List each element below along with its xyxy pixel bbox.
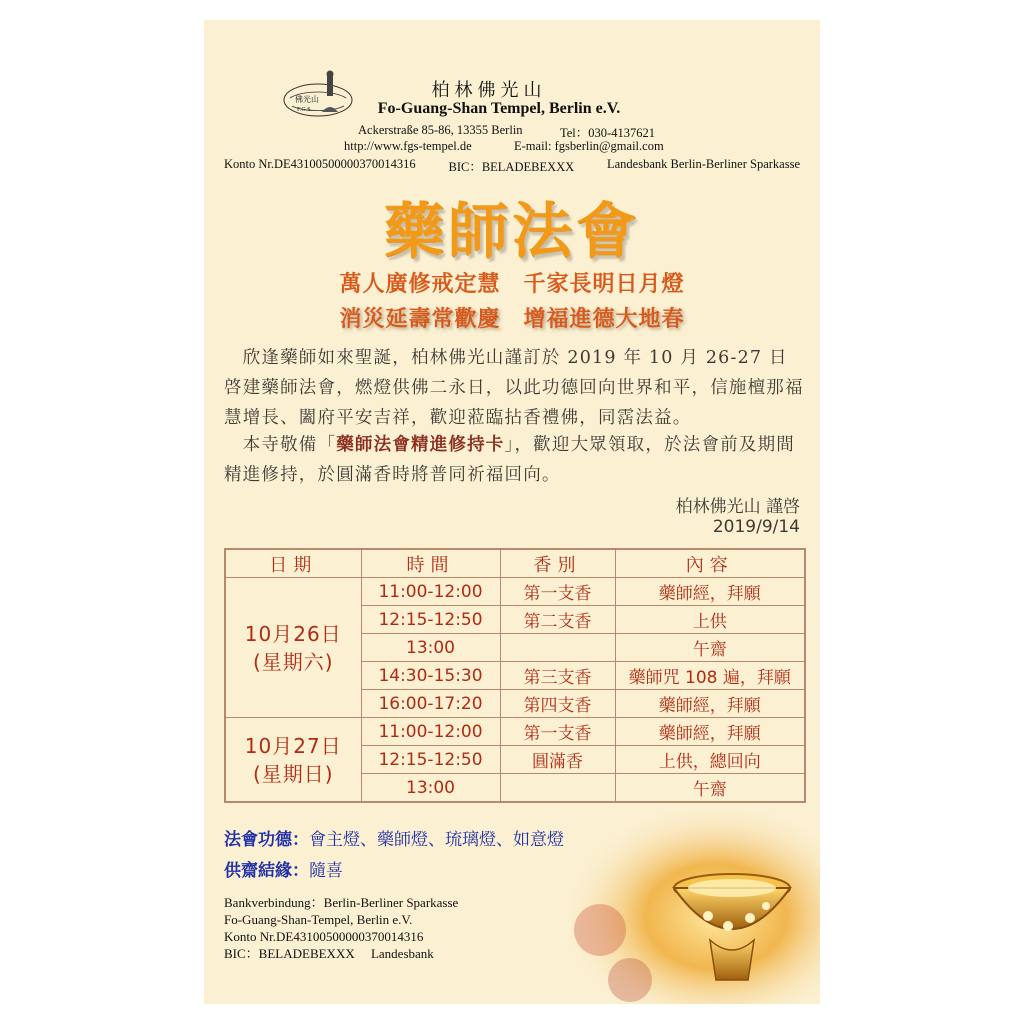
email: E-mail: fgsberlin@gmail.com <box>514 139 664 153</box>
content-cell: 上供 <box>615 606 805 634</box>
konto-number: Konto Nr.DE43100500000370014316 <box>224 157 416 171</box>
time-cell: 11:00-12:00 <box>361 578 500 606</box>
incense-cell <box>500 634 615 662</box>
header-time: 時間 <box>361 549 500 578</box>
table-header-row <box>225 549 805 578</box>
date-day2: 10月27日 <box>244 733 342 758</box>
paragraph-2-start: 本寺敬備「 <box>224 435 337 455</box>
content-cell: 藥師咒 108 遍，拜願 <box>615 662 805 690</box>
bank-info <box>224 894 458 962</box>
bank-connection: Bankverbindung：Berlin-Berliner Sparkasse <box>224 895 459 910</box>
announcement-paragraph-1: 欣逢藥師如來聖誕，柏林佛光山謹訂於 2019 年 10 月 26-27 日啓建藥師法會，燃燈供佛二永日，以此功德回向世界和平，信施檀那福慧增長、闔府平安吉祥，歡迎蒞臨拈香禮佛，同霑法益。 <box>224 348 804 428</box>
bic-code: BIC：BELADEBEXXX <box>448 160 575 174</box>
svg-text:佛光山: 佛光山 <box>295 95 319 104</box>
lamp-image <box>560 810 820 1004</box>
fgs-logo-icon <box>282 68 354 122</box>
schedule-table-wrap <box>224 548 806 803</box>
time-cell: 12:15-12:50 <box>361 606 500 634</box>
date-cell-day2 <box>225 718 361 803</box>
offering-line <box>224 856 343 881</box>
header-incense: 香別 <box>500 549 615 578</box>
website: http://www.fgs-tempel.de <box>344 139 472 153</box>
incense-cell <box>500 774 615 803</box>
date-day1: 10月26日 <box>244 621 342 646</box>
time-cell: 13:00 <box>361 774 500 803</box>
signature: 柏林佛光山 謹啓 <box>675 497 800 517</box>
incense-cell: 第二支香 <box>500 606 615 634</box>
incense-cell: 第三支香 <box>500 662 615 690</box>
time-cell: 14:30-15:30 <box>361 662 500 690</box>
table-row <box>225 578 805 606</box>
content-cell: 午齋 <box>615 634 805 662</box>
incense-cell: 第一支香 <box>500 578 615 606</box>
telephone: Tel：030-4137621 <box>560 126 655 140</box>
offering-label: 供齋結緣： <box>224 861 309 881</box>
event-title: 藥師法會 <box>384 197 640 267</box>
subtitle-line-2: 消災延壽常歡慶 增福進德大地春 <box>339 307 685 332</box>
bank-name: Landesbank Berlin-Berliner Sparkasse <box>607 157 800 171</box>
content-cell: 藥師經，拜願 <box>615 690 805 718</box>
table-row <box>225 718 805 746</box>
org-name-chinese: 柏林佛光山 <box>431 80 547 101</box>
incense-cell: 第四支香 <box>500 690 615 718</box>
content-cell: 午齋 <box>615 774 805 803</box>
bank-konto: Konto Nr.DE43100500000370014316 <box>224 929 424 944</box>
merit-value: 會主燈、藥師燈、琉璃燈、如意燈 <box>309 830 564 850</box>
bank-account-holder: Fo-Guang-Shan-Tempel, Berlin e.V. <box>224 912 413 927</box>
bank-line <box>224 157 800 175</box>
content-cell: 上供，總回向 <box>615 746 805 774</box>
poster <box>204 20 820 1004</box>
org-name-german: Fo-Guang-Shan Tempel, Berlin e.V. <box>377 100 621 117</box>
weekday-day1: (星期六) <box>252 649 334 674</box>
date-cell-day1 <box>225 578 361 718</box>
bank-bic: BIC：BELADEBEXXX Landesbank <box>224 946 434 961</box>
subtitle-line-1: 萬人廣修戒定慧 千家長明日月燈 <box>339 272 685 297</box>
merit-label: 法會功德： <box>224 830 309 850</box>
content-cell: 藥師經，拜願 <box>615 578 805 606</box>
time-cell: 13:00 <box>361 634 500 662</box>
header-content: 內容 <box>615 549 805 578</box>
content-cell: 藥師經，拜願 <box>615 718 805 746</box>
svg-text:F.G.S.: F.G.S. <box>297 107 313 113</box>
weekday-day2: (星期日) <box>252 761 334 786</box>
incense-cell: 圓滿香 <box>500 746 615 774</box>
announcement-paragraph-2 <box>224 430 806 490</box>
incense-cell: 第一支香 <box>500 718 615 746</box>
merit-line <box>224 825 564 850</box>
schedule-table <box>224 548 806 803</box>
offering-value: 隨喜 <box>309 861 343 881</box>
header-date: 日期 <box>225 549 361 578</box>
time-cell: 16:00-17:20 <box>361 690 500 718</box>
practice-card-name: 藥師法會精進修持卡 <box>336 435 505 455</box>
time-cell: 11:00-12:00 <box>361 718 500 746</box>
time-cell: 12:15-12:50 <box>361 746 500 774</box>
paragraph-2-end: 」，歡迎大眾領取，於法會前及期間精進修持，於圓滿香時將普同祈福回向。 <box>224 435 795 485</box>
address: Ackerstraße 85-86, 13355 Berlin <box>358 123 523 137</box>
announcement-date: 2019/9/14 <box>712 517 800 537</box>
